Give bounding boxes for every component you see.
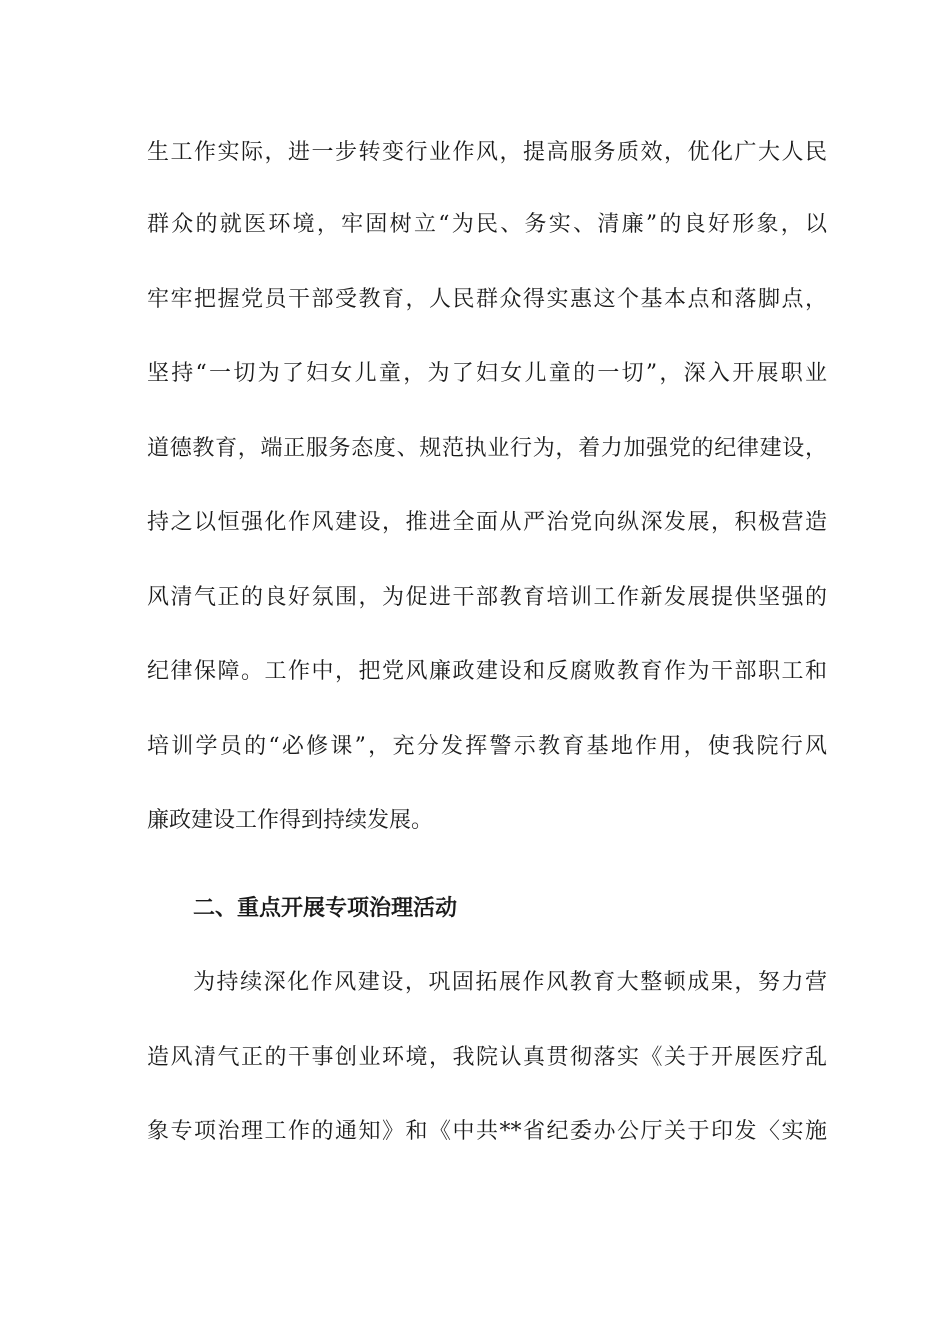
paragraph-line: 造风清气正的干事创业环境，我院认真贯彻落实《关于开展医疗乱: [147, 1045, 827, 1070]
section-heading: 二、重点开展专项治理活动: [193, 896, 458, 921]
paragraph-line: 持之以恒强化作风建设，推进全面从严治党向纵深发展，积极营造: [147, 510, 827, 535]
paragraph-line: 生工作实际，进一步转变行业作风，提高服务质效，优化广大人民: [147, 140, 827, 165]
paragraph-line: 廉政建设工作得到持续发展。: [147, 808, 434, 833]
paragraph-line: 培训学员的“必修课”，充分发挥警示教育基地作用，使我院行风: [147, 734, 827, 759]
paragraph-line: 为持续深化作风建设，巩固拓展作风教育大整顿成果，努力营: [193, 970, 827, 995]
paragraph-line: 牢牢把握党员干部受教育，人民群众得实惠这个基本点和落脚点，: [147, 287, 827, 312]
paragraph-line: 风清气正的良好氛围，为促进干部教育培训工作新发展提供坚强的: [147, 585, 827, 610]
paragraph-line: 象专项治理工作的通知》和《中共**省纪委办公厅关于印发〈实施: [147, 1119, 827, 1144]
paragraph-line: 坚持“一切为了妇女儿童，为了妇女儿童的一切”，深入开展职业: [147, 361, 827, 386]
paragraph-line: 道德教育，端正服务态度、规范执业行为，着力加强党的纪律建设，: [147, 436, 827, 461]
paragraph-line: 群众的就医环境，牢固树立“为民、务实、清廉”的良好形象，以: [147, 212, 827, 237]
paragraph-line: 纪律保障。工作中，把党风廉政建设和反腐败教育作为干部职工和: [147, 659, 827, 684]
